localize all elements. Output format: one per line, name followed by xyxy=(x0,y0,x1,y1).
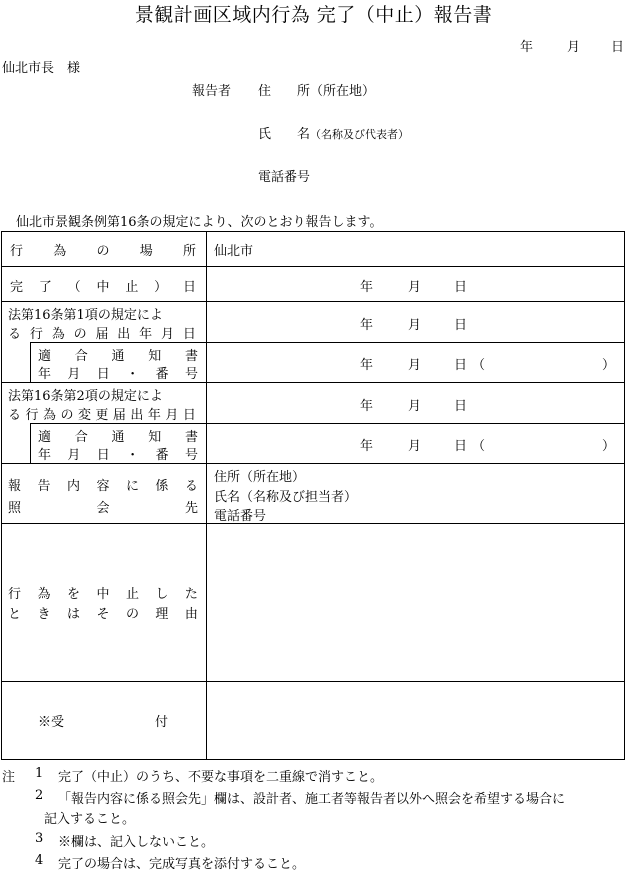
ymd-day: 日 xyxy=(454,358,468,373)
note-3-number: 3 xyxy=(35,831,44,846)
note-2-text-line1: 「報告内容に係る照会先」欄は、設計者、施工者等報告者以外へ照会を希望する場合に xyxy=(58,792,566,807)
column-divider xyxy=(206,232,207,759)
page-title xyxy=(0,0,627,27)
receipt-label xyxy=(38,711,168,730)
reporter-name-main: 氏 名 xyxy=(258,127,311,142)
note-1-number: 1 xyxy=(35,766,44,781)
title-text: 景観計画区域内行為 完了（中止）報告書 xyxy=(134,4,493,26)
paren-open: （ xyxy=(472,358,486,373)
row-line xyxy=(30,342,624,343)
note-4-text: 完了の場合は、完成写真を添付すること。 xyxy=(58,857,306,872)
note-3-text: ※欄は、記入しないこと。 xyxy=(58,835,215,850)
ymd-day: 日 xyxy=(454,280,468,295)
reason-label-line2: と き は そ の 理 由 xyxy=(8,607,198,622)
ymd-month: 月 xyxy=(408,318,422,333)
ymd-month: 月 xyxy=(408,399,422,414)
place-value: 仙北市 xyxy=(214,244,254,259)
place-label: 行 為 の 場 所 xyxy=(10,244,196,259)
contact-label-line1: 報 告 内 容 に 係 る xyxy=(8,479,198,494)
date-month-label: 月 xyxy=(567,40,581,55)
conform-label-line2: 年 月 日 ・ 番 号 xyxy=(38,367,198,382)
reporter-phone-label: 電話番号 xyxy=(258,170,311,185)
conform-label-line1: 適 合 通 知 書 xyxy=(38,349,198,364)
ymd-day: 日 xyxy=(454,439,468,454)
row-line xyxy=(2,681,624,682)
ymd-year: 年 xyxy=(360,318,374,333)
paren-close: ） xyxy=(602,439,616,454)
row-line xyxy=(2,382,624,383)
reason-label-line1: 行 為 を 中 止 し た xyxy=(8,587,198,602)
row-line xyxy=(2,523,624,524)
row-line xyxy=(2,463,624,464)
row-line xyxy=(2,266,624,267)
recipient: 仙北市長 様 xyxy=(2,61,81,76)
ymd-year: 年 xyxy=(360,280,374,295)
contact-label-line2: 照 会 先 xyxy=(8,501,198,516)
reporter-name-sub: （名称及び代表者） xyxy=(310,128,410,141)
indent-divider-2 xyxy=(30,423,31,463)
intro-text: 仙北市景観条例第16条の規定により、次のとおり報告します。 xyxy=(16,215,383,230)
notify16-2-label-line2: る 行 為 の 変 更 届 出 年 月 日 xyxy=(8,408,196,423)
contact-address-label: 住所（所在地） xyxy=(214,470,306,485)
notify16-1-label-line1: 法第16条第1項の規定によ xyxy=(8,308,163,323)
ymd-month: 月 xyxy=(408,439,422,454)
notes-prefix: 注 xyxy=(2,770,16,785)
row-line xyxy=(30,423,624,424)
ymd-day: 日 xyxy=(454,318,468,333)
date-year-label: 年 xyxy=(520,40,534,55)
paren-open: （ xyxy=(472,439,486,454)
ymd-year: 年 xyxy=(360,439,374,454)
ymd-month: 月 xyxy=(408,358,422,373)
receipt-label-tail: 付 xyxy=(154,715,168,730)
note-4-number: 4 xyxy=(35,853,44,868)
notify16-1-label-line2: る 行 為 の 届 出 年 月 日 xyxy=(8,327,196,342)
ymd-year: 年 xyxy=(360,358,374,373)
completion-date-label: 完 了 （ 中 止 ） 日 xyxy=(10,280,196,295)
conform-label-line2: 年 月 日 ・ 番 号 xyxy=(38,448,198,463)
reporter-label: 報告者 xyxy=(192,84,232,99)
note-1-text: 完了（中止）のうち、不要な事項を二重線で消すこと。 xyxy=(58,770,384,785)
notify16-2-label-line1: 法第16条第2項の規定によ xyxy=(8,389,163,404)
ymd-month: 月 xyxy=(408,280,422,295)
reporter-name-label xyxy=(258,123,409,142)
row-line xyxy=(2,301,624,302)
ymd-day: 日 xyxy=(454,399,468,414)
contact-name-label: 氏名（名称及び担当者） xyxy=(214,490,358,505)
ymd-year: 年 xyxy=(360,399,374,414)
note-2-number: 2 xyxy=(35,788,44,803)
note-2-text-line2: 記入すること。 xyxy=(44,812,136,827)
contact-phone-label: 電話番号 xyxy=(214,509,267,524)
paren-close: ） xyxy=(602,358,616,373)
conform-label-line1: 適 合 通 知 書 xyxy=(38,430,198,445)
date-day-label: 日 xyxy=(611,40,625,55)
receipt-label-mark: ※受 xyxy=(38,715,65,730)
indent-divider-1 xyxy=(30,342,31,382)
reporter-address-label: 住 所（所在地） xyxy=(258,84,376,99)
report-form-table xyxy=(1,231,625,760)
